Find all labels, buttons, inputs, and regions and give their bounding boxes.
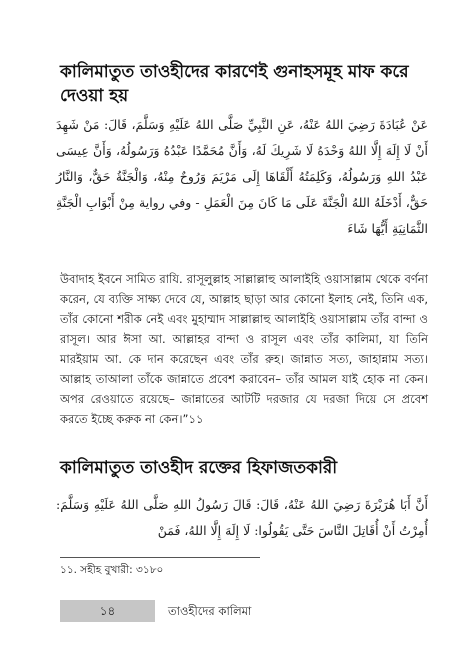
- footnote: ১১. সহীহ বুখারী: ৩১৮০: [60, 564, 164, 576]
- arabic-hadith-ubadah: عَنْ عُبَادَةَ رَضِيَ اللهُ عَنْهُ، عَنِ النَّبِيِّ صَلَّى اللهُ عَلَيْهِ وَسَلَّمَ، قَالَ: مَنْ شَهِدَ أَنْ لَا إِلَهَ إِلَّا اللهُ وَحْدَهُ لَا شَرِيكَ لَهُ، وَأَنَّ مُحَمَّدًا عَبْدُهُ وَرَسُولُهُ، وَأَنَّ عِيسَى عَبْدُ اللهِ وَرَسُولُهُ، وَكَلِمَتُهُ أَلْقَاهَا إِلَى مَرْيَمَ وَرُوحٌ مِنْهُ، وَالْجَنَّةُ حَقٌّ، وَالنَّارُ حَقٌّ، أَدْخَلَهُ اللهُ الْجَنَّةَ عَلَى مَا كَانَ مِنَ الْعَمَلِ - وفي رواية مِنْ أَبْوَابِ الْجَنَّةِ الثَّمَانِيَةِ أَيُّهَا شَاءَ: [56, 117, 428, 236]
- footnote-divider: [60, 557, 260, 558]
- bengali-translation-paragraph: উবাদাহ ইবনে সামিত রাযি. রাসূলুল্লাহ সাল্লাল্লাহু আলাইহি ওয়াসাল্লাম থেকে বর্ণনা করেন, যে ব্যক্তি সাক্ষ্য দেবে যে, আল্লাহ ছাড়া আর কোনো ইলাহ নেই, তিনি এক, তাঁর কোনো শরীক নেই এবং মুহাম্মাদ সাল্লাল্লাহু আলাইহি ওয়াসাল্লাম তাঁর বান্দা ও রাসূল। আর ঈসা আ. আল্লাহর বান্দা ও রাসূল এবং তাঁর কালিমা, যা তিনি মারইয়াম আ. কে দান করেছেন এবং তাঁর রুহ। জান্নাত সত্য, জাহান্নাম সত্য। আল্লাহ তাআলা তাঁকে জান্নাতে প্রবেশ করাবেন– তাঁর আমল যাই হোক না কেন। অপর রেওয়াতে রয়েছে– জান্নাতের আটটি দরজার যে দরজা দিয়ে সে প্রবেশ করতে ইচ্ছে করুক না কেন।”১১: [60, 272, 428, 426]
- running-title: তাওহীদের কালিমা: [168, 604, 252, 618]
- section-heading-blood-protection: কালিমাতুত তাওহীদ রক্তের হিফাজতকারী: [60, 458, 338, 478]
- section-heading-forgiveness: কালিমাতুত তাওহীদের কারণেই গুনাহসমূহ মাফ করে দেওয়া হয়: [60, 62, 409, 106]
- arabic-hadith-abu-hurairah: أَنَّ أَبَا هُرَيْرَةَ رَضِيَ اللهُ عَنْهُ، قَالَ: قَالَ رَسُولُ اللهِ صَلَّى اللهُ عَلَيْهِ وَسَلَّمَ: أُمِرْتُ أَنْ أُقَاتِلَ النَّاسَ حَتَّى يَقُولُوا: لَا إِلَهَ إِلَّا اللهُ، فَمَنْ: [56, 497, 428, 538]
- page-number: ১৪: [99, 604, 116, 618]
